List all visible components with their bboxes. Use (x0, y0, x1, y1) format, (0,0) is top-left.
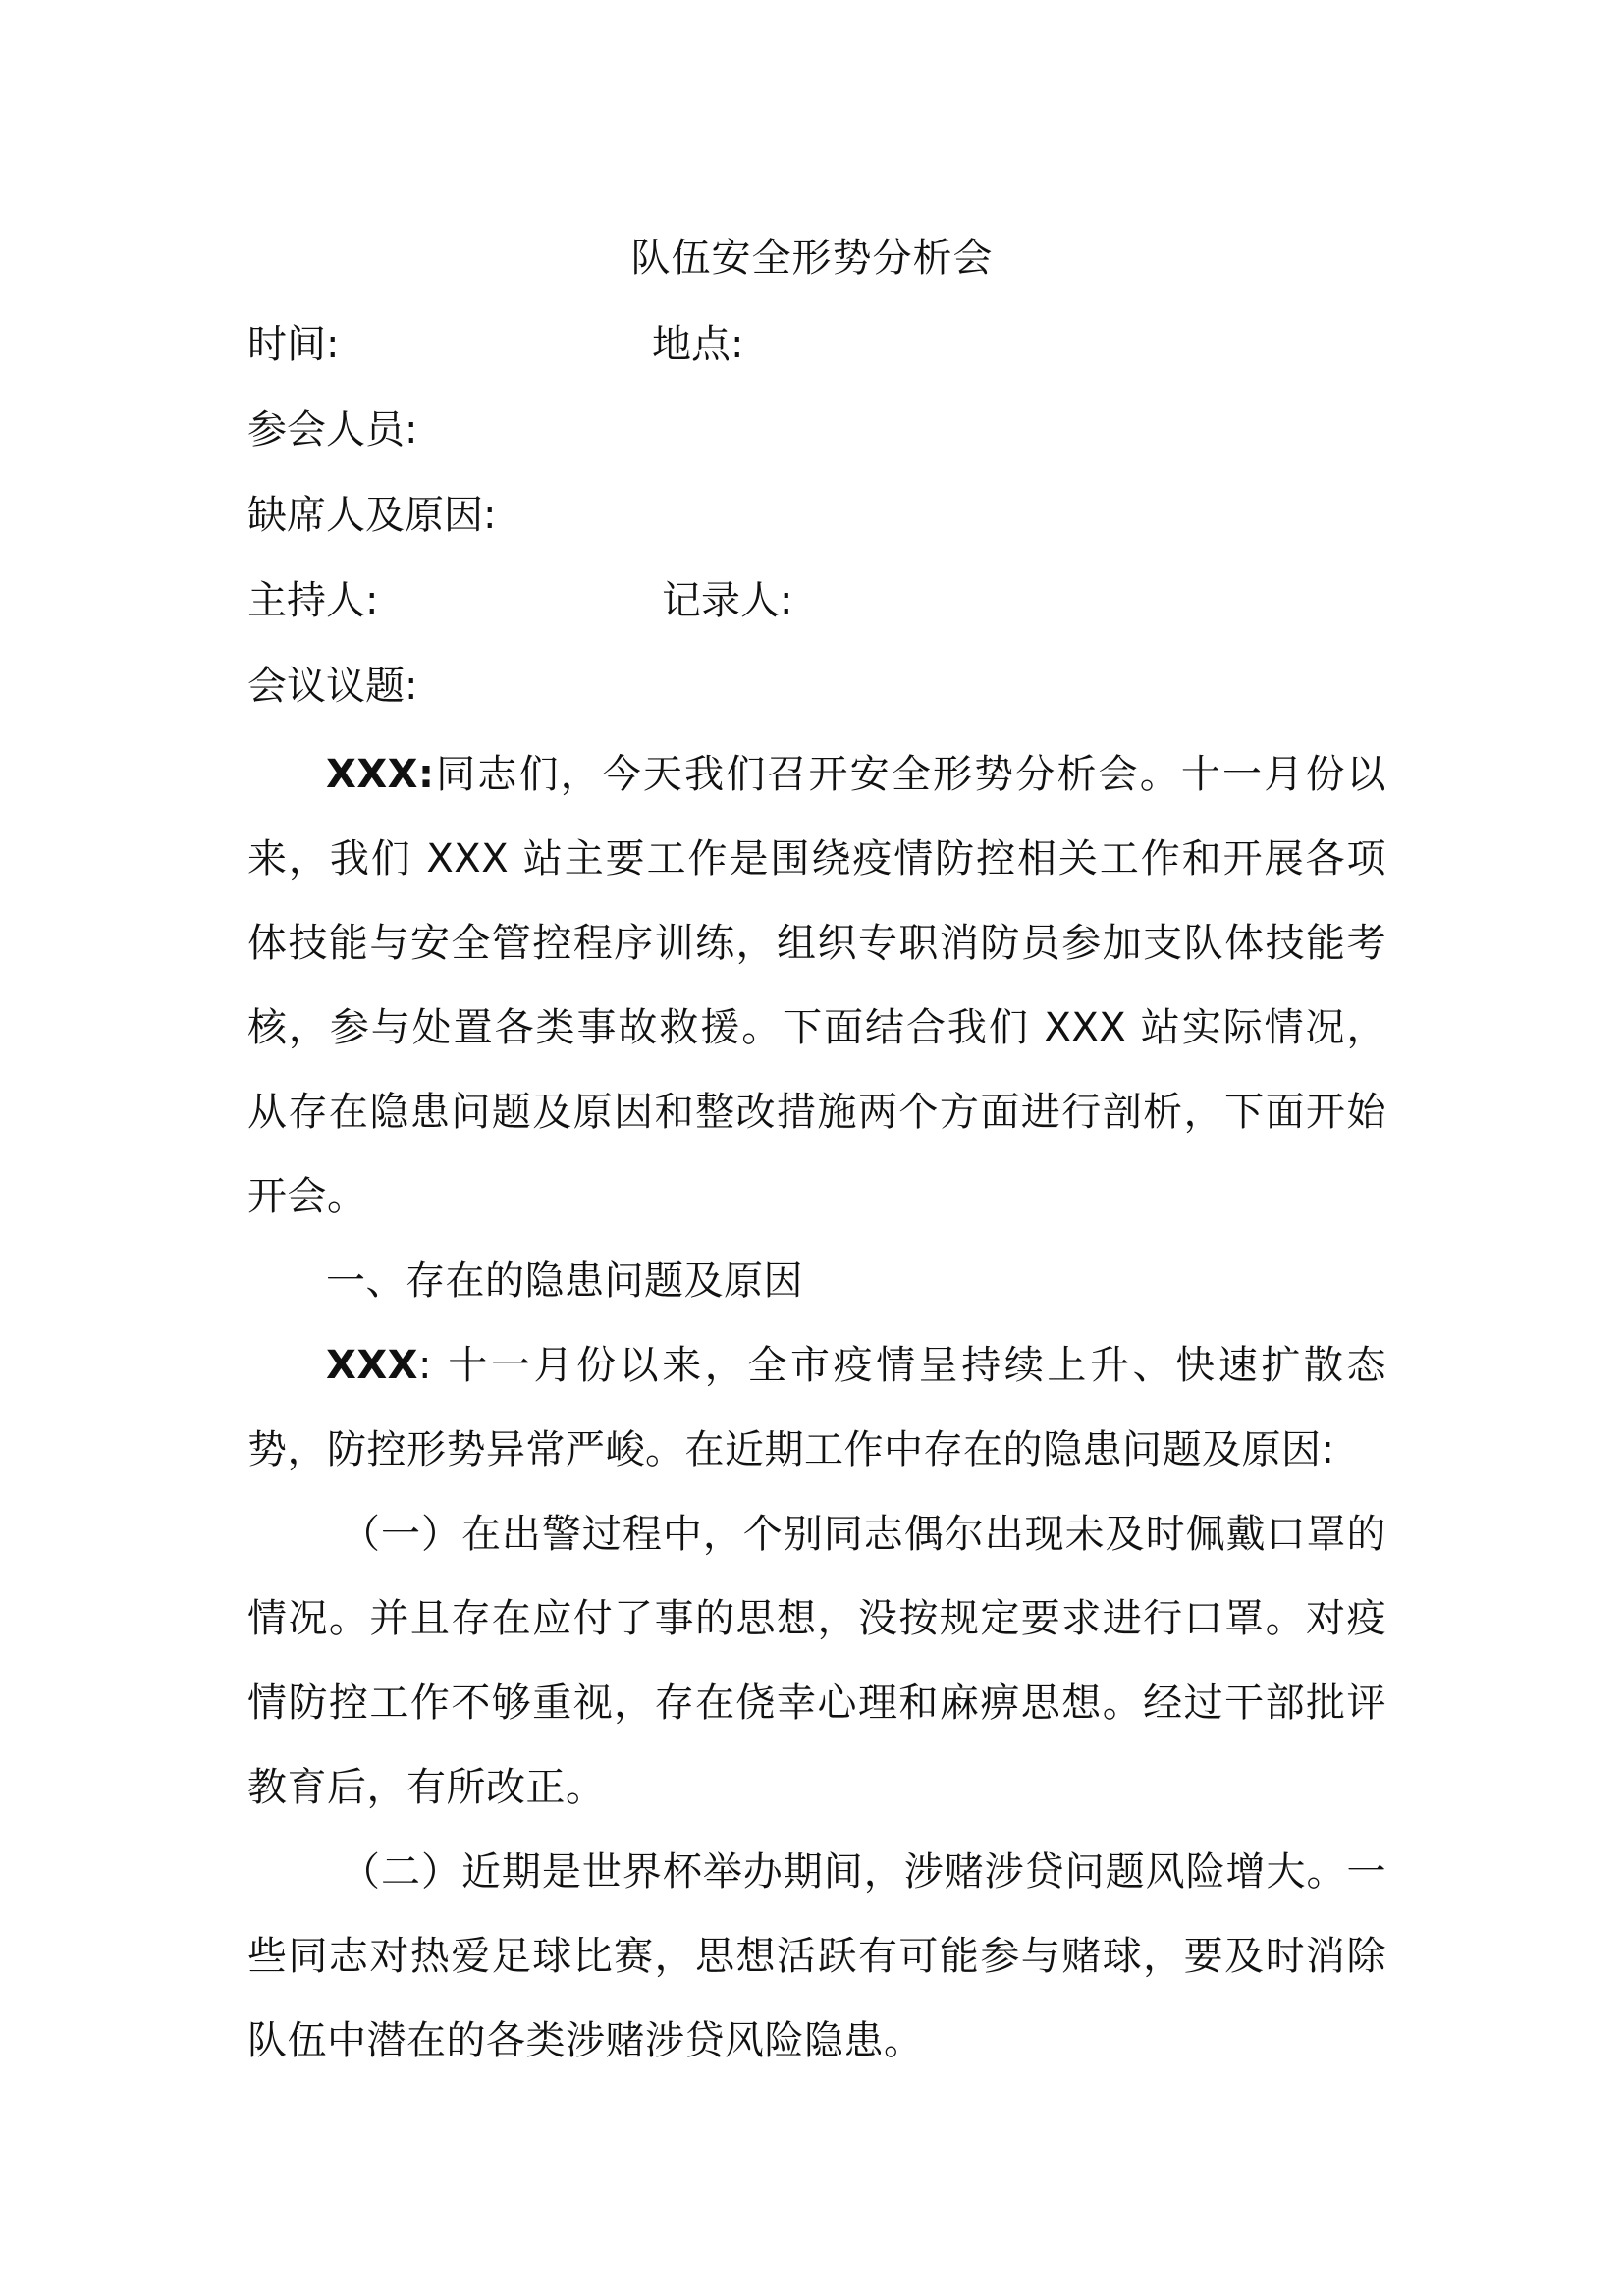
paragraph-opening (247, 732, 1386, 1239)
topic-label: 会议议题: (247, 664, 418, 709)
recorder-label: 记录人: (662, 578, 793, 623)
location-label: 地点: (652, 322, 744, 367)
host-recorder-row (247, 566, 793, 635)
speaker-label: XXX (326, 1343, 419, 1388)
paragraph-text: : 十一月份以来，全市疫情呈持续上升、快速扩散态势，防控形势异常严峻。在近期工作中存在的隐患问题及原因: (247, 1343, 1386, 1472)
section-heading: 一、存在的隐患问题及原因 (326, 1258, 803, 1304)
time-label: 时间: (247, 322, 340, 367)
absentees-label: 缺席人及原因: (247, 493, 497, 538)
host-label: 主持人: (247, 578, 379, 623)
speaker-label: XXX: (326, 752, 435, 797)
document-title: 队伍安全形势分析会 (630, 236, 994, 281)
paragraph-situation (247, 1323, 1386, 1492)
paragraph-item-1: （一）在出警过程中，个别同志偶尔出现未及时佩戴口罩的情况。并且存在应付了事的思想，没按规定要求进行口罩。对疫情防控工作不够重视，存在侥幸心理和麻痹思想。经过干部批评教育后，有所改正。 (247, 1512, 1386, 1810)
paragraph-item-2: （二）近期是世界杯举办期间，涉赌涉贷问题风险增大。一些同志对热爱足球比赛，思想活跃有可能参与赌球，要及时消除队伍中潜在的各类涉赌涉贷风险隐患。 (247, 1849, 1386, 2063)
attendees-label: 参会人员: (247, 407, 418, 453)
paragraph-text: 同志们，今天我们召开安全形势分析会。十一月份以来，我们 XXX 站主要工作是围绕疫情防控相关工作和开展各项体技能与安全管控程序训练，组织专职消防员参加支队体技能考核，参与处置各类事故救援。下面结合我们 XXX 站实际情况，从存在隐患问题及原因和整改措施两个方面进行剖析，下面开始开会。 (247, 752, 1386, 1219)
time-location-row (247, 310, 744, 379)
